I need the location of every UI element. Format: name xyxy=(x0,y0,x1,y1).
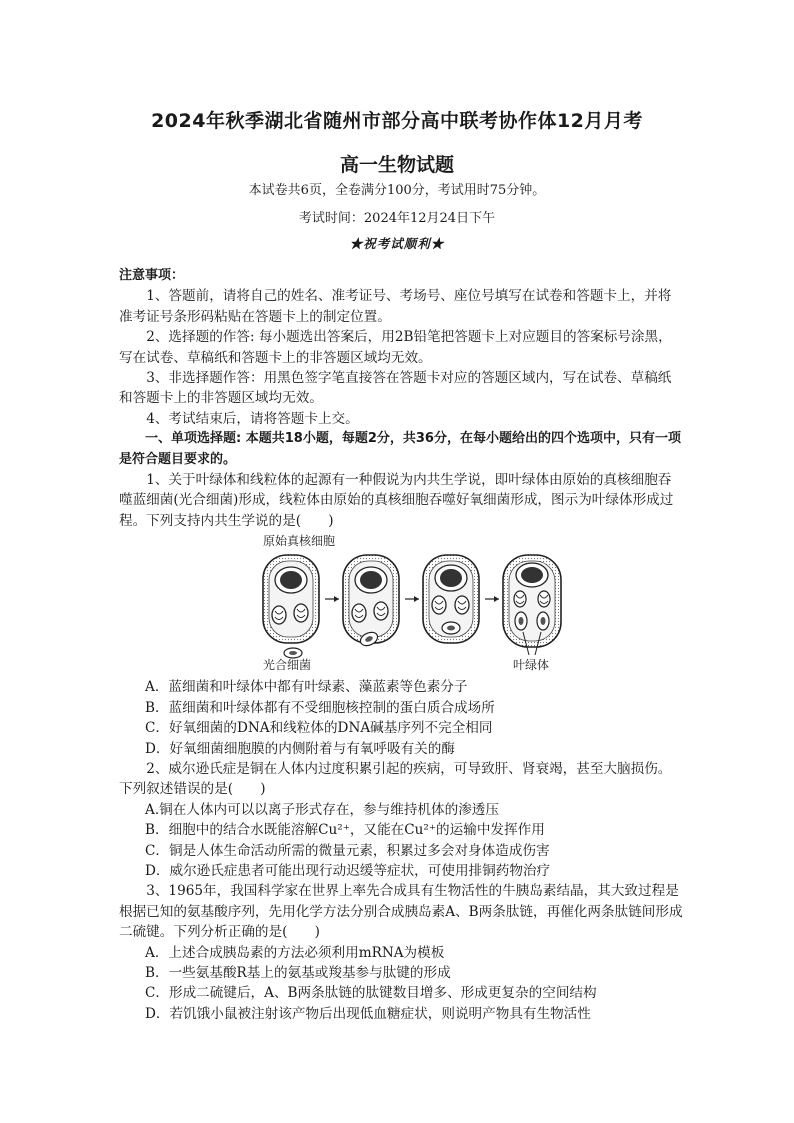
q2-option-b: B．细胞中的结合水既能溶解Cu²⁺，又能在Cu²⁺的运输中发挥作用 xyxy=(145,822,545,839)
endosymbiosis-diagram xyxy=(119,533,684,673)
q2-option-c: C．铜是人体生命活动所需的微量元素，积累过多会对身体造成伤害 xyxy=(145,842,550,859)
cell-stage-2 xyxy=(343,555,399,648)
label-chloroplast: 叶绿体 xyxy=(513,658,550,673)
exam-slogan: ★祝考试顺利★ xyxy=(349,236,445,251)
exam-body xyxy=(119,266,684,1024)
q2-option-d: D．威尔逊氏症患者可能出现行动迟缓等症状，可使用排铜药物治疗 xyxy=(145,862,551,879)
q3-option-d: D．若饥饿小鼠被注射该产物后出现低血糖症状，则说明产物具有生物活性 xyxy=(145,1005,591,1022)
question-1-stem: 1、关于叶绿体和线粒体的起源有一种假说为内共生学说，即叶绿体由原始的真核细胞吞噬蓝细菌(光合细菌)形成，线粒体由原始的真核细胞吞噬好氧细菌形成，图示为叶绿体形成过程。下列支持内共生学说的是( ) xyxy=(119,472,674,529)
endosymbiosis-figure xyxy=(119,533,684,673)
note-item: 4、考试结束后，请将答题卡上交。 xyxy=(146,410,359,427)
note-item: 1、答题前，请将自己的姓名、准考证号、考场号、座位号填写在试卷和答题卡上，并将准考证号条形码粘贴在答题卡上的制定位置。 xyxy=(119,288,672,325)
q3-option-b: B．一些氨基酸R基上的氨基或羧基参与肽键的形成 xyxy=(145,964,451,981)
note-item: 3、非选择题作答：用黑色签字笔直接答在答题卡对应的答题区域内，写在试卷、草稿纸和答题卡上的非答题区域均无效。 xyxy=(119,370,672,407)
cell-stage-4 xyxy=(503,555,561,647)
q1-option-a: A．蓝细菌和叶绿体中都有叶绿素、藻蓝素等色素分子 xyxy=(145,679,468,696)
note-item: 2、选择题的作答: 每小题选出答案后，用2B铅笔把答题卡上对应题目的答案标号涂黑，写在试卷、草稿纸和答题卡上的非答题区域均无效。 xyxy=(119,329,672,366)
question-3-stem: 3、1965年，我国科学家在世界上率先合成具有生物活性的牛胰岛素结晶，其大致过程是根据已知的氨基酸序列，先用化学方法分别合成胰岛素A、B两条肽链，再催化两条肽链间形成二硫键。下列分析正确的是( ) xyxy=(119,883,683,941)
cell-stage-1 xyxy=(263,555,319,643)
q1-option-b: B．蓝细菌和叶绿体都有不受细胞核控制的蛋白质合成场所 xyxy=(145,699,495,716)
notes-heading: 注意事项： xyxy=(119,268,185,283)
exam-title: 2024年秋季湖北省随州市部分高中联考协作体12月月考 xyxy=(151,110,643,132)
q1-option-d: D．好氧细菌细胞膜的内侧附着与有氧呼吸有关的酶 xyxy=(145,740,455,757)
q1-option-c: C．好氧细菌的DNA和线粒体的DNA碱基序列不完全相同 xyxy=(145,720,493,737)
question-2-stem: 2、威尔逊氏症是铜在人体内过度积累引起的疾病，可导致肝、肾衰竭，甚至大脑损伤。下列叙述错误的是( ) xyxy=(119,760,672,798)
cell-stage-3 xyxy=(423,555,479,643)
label-primitive-eukaryote: 原始真核细胞 xyxy=(263,534,336,549)
section-heading: 一、单项选择题: 本题共18小题，每题2分，共36分，在每小题给出的四个选项中，只有一项是符合题目要求的。 xyxy=(119,431,681,467)
q3-option-a: A．上述合成胰岛素的方法必须利用mRNA为模板 xyxy=(145,944,445,961)
exam-time: 考试时间：2024年12月24日下午 xyxy=(298,211,496,226)
q3-option-c: C．形成二硫键后，A、B两条肽链的肽键数目增多、形成更复杂的空间结构 xyxy=(145,985,597,1002)
exam-info: 本试卷共6页，全卷满分100分，考试用时75分钟。 xyxy=(248,183,546,198)
q2-option-a: A.铜在人体内可以以离子形式存在，参与维持机体的渗透压 xyxy=(145,801,499,818)
exam-subtitle: 高一生物试题 xyxy=(339,154,454,176)
label-photosynthetic-bacterium: 光合细菌 xyxy=(263,658,312,673)
